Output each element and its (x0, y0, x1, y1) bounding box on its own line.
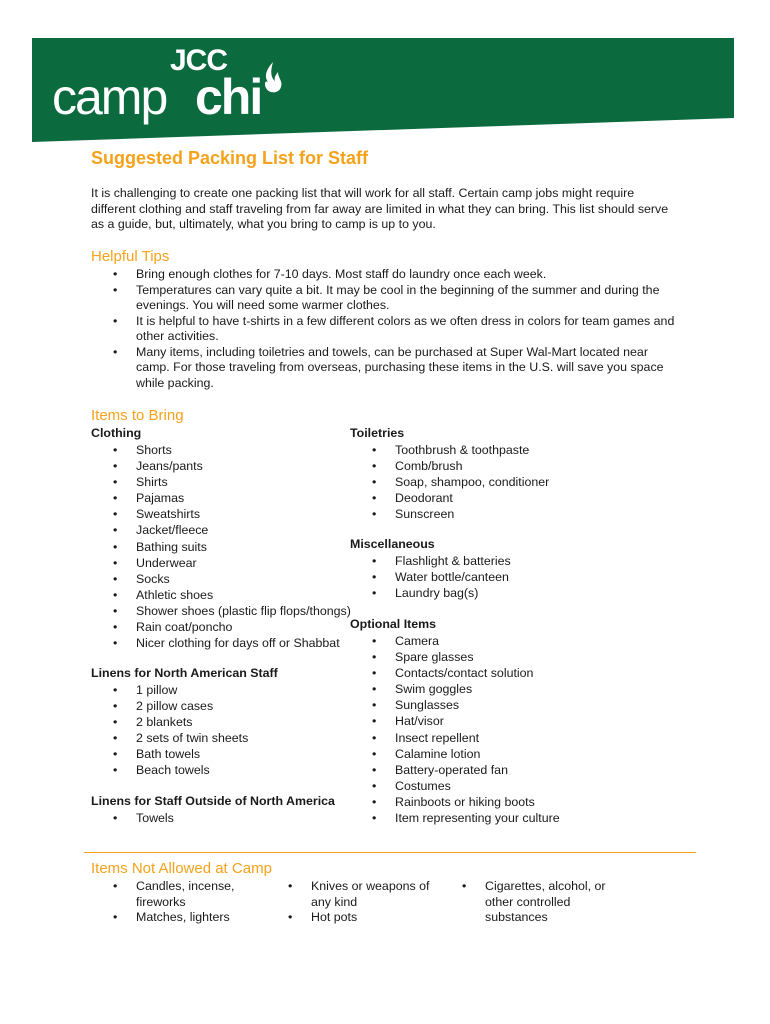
list-item: • Socks (91, 571, 381, 587)
header-banner (0, 0, 770, 150)
items-to-bring-heading: Items to Bring (91, 407, 184, 424)
list-item: • Contacts/contact solution (350, 665, 650, 681)
list-item: • Shower shoes (plastic flip flops/thongs) (91, 603, 381, 619)
list-item: • Pajamas (91, 490, 381, 506)
list-item: • It is helpful to have t-shirts in a few different colors as we often dress in colors for team games and other activities. (91, 314, 681, 345)
list-item: • Sunscreen (350, 506, 650, 522)
list-item: • Battery-operated fan (350, 762, 650, 778)
list-item: • Camera (350, 633, 650, 649)
toiletries-label: Toiletries (350, 426, 405, 440)
logo-jcc-text: JCC (170, 44, 228, 77)
list-item: • Flashlight & batteries (350, 553, 650, 569)
list-item: • Hot pots (266, 910, 446, 926)
list-item: • Comb/brush (350, 458, 650, 474)
linens-na-label: Linens for North American Staff (91, 666, 278, 680)
optional-items-label: Optional Items (350, 617, 437, 631)
list-item: • Soap, shampoo, conditioner (350, 474, 650, 490)
list-item: • Laundry bag(s) (350, 585, 650, 601)
helpful-tips-heading: Helpful Tips (91, 248, 170, 265)
linens-outside-label: Linens for Staff Outside of North America (91, 794, 335, 808)
list-item: • Many items, including toiletries and towels, can be purchased at Super Wal-Mart located near camp. For those traveling from overseas, purchasing these items in the U.S. will save you space while packing. (91, 345, 681, 392)
list-item: • Temperatures can vary quite a bit. It may be cool in the beginning of the summer and during the evenings. You will need some warmer clothes. (91, 283, 681, 314)
optional-items-list (350, 633, 650, 826)
linens-na-list (91, 682, 351, 779)
flame-icon (260, 60, 286, 96)
list-item: • Bath towels (91, 746, 351, 762)
list-item: • Shorts (91, 442, 381, 458)
list-item: • Beach towels (91, 762, 351, 778)
list-item: • Underwear (91, 555, 381, 571)
list-item: • 2 pillow cases (91, 698, 351, 714)
logo-camp-text: camp (52, 69, 167, 125)
list-item: • Rain coat/poncho (91, 619, 381, 635)
logo-chi-text: chi (195, 69, 262, 125)
list-item: • Spare glasses (350, 649, 650, 665)
list-item: • Jeans/pants (91, 458, 381, 474)
section-divider (84, 852, 696, 853)
list-item: • Costumes (350, 778, 650, 794)
not-allowed-list-2 (266, 879, 446, 926)
list-item: • 1 pillow (91, 682, 351, 698)
clothing-list (91, 442, 381, 651)
list-item: • Towels (91, 810, 351, 826)
list-item: • Sweatshirts (91, 506, 381, 522)
list-item: • Candles, incense, fireworks (91, 879, 261, 910)
list-item: • Bathing suits (91, 539, 381, 555)
miscellaneous-list (350, 553, 650, 601)
list-item: • Athletic shoes (91, 587, 381, 603)
not-allowed-list-3 (440, 879, 630, 926)
list-item: • Sunglasses (350, 697, 650, 713)
not-allowed-heading: Items Not Allowed at Camp (91, 860, 272, 877)
list-item: • Matches, lighters (91, 910, 261, 926)
list-item: • Water bottle/canteen (350, 569, 650, 585)
list-item: • Jacket/fleece (91, 522, 381, 538)
not-allowed-list-1 (91, 879, 261, 926)
list-item: • Toothbrush & toothpaste (350, 442, 650, 458)
miscellaneous-label: Miscellaneous (350, 537, 435, 551)
list-item: • Knives or weapons of any kind (266, 879, 446, 910)
list-item: • Calamine lotion (350, 746, 650, 762)
list-item: • 2 sets of twin sheets (91, 730, 351, 746)
list-item: • Deodorant (350, 490, 650, 506)
list-item: • Insect repellent (350, 730, 650, 746)
helpful-tips-list (91, 267, 681, 391)
list-item: • 2 blankets (91, 714, 351, 730)
list-item: • Shirts (91, 474, 381, 490)
list-item: • Swim goggles (350, 681, 650, 697)
list-item: • Hat/visor (350, 713, 650, 729)
list-item: • Cigarettes, alcohol, or other controlled substances (440, 879, 630, 926)
list-item: • Nicer clothing for days off or Shabbat (91, 635, 381, 651)
linens-outside-list (91, 810, 351, 826)
list-item: • Item representing your culture (350, 810, 650, 826)
list-item: • Rainboots or hiking boots (350, 794, 650, 810)
page-title: Suggested Packing List for Staff (91, 148, 369, 168)
list-item: • Bring enough clothes for 7-10 days. Most staff do laundry once each week. (91, 267, 681, 283)
clothing-label: Clothing (91, 426, 142, 440)
intro-paragraph: It is challenging to create one packing list that will work for all staff. Certain camp jobs might require different clothing and staff traveling from far away are limited in what they can bring. This list should serve as a guide, but, ultimately, what you bring to camp is up to you. (91, 186, 669, 231)
toiletries-list (350, 442, 650, 522)
